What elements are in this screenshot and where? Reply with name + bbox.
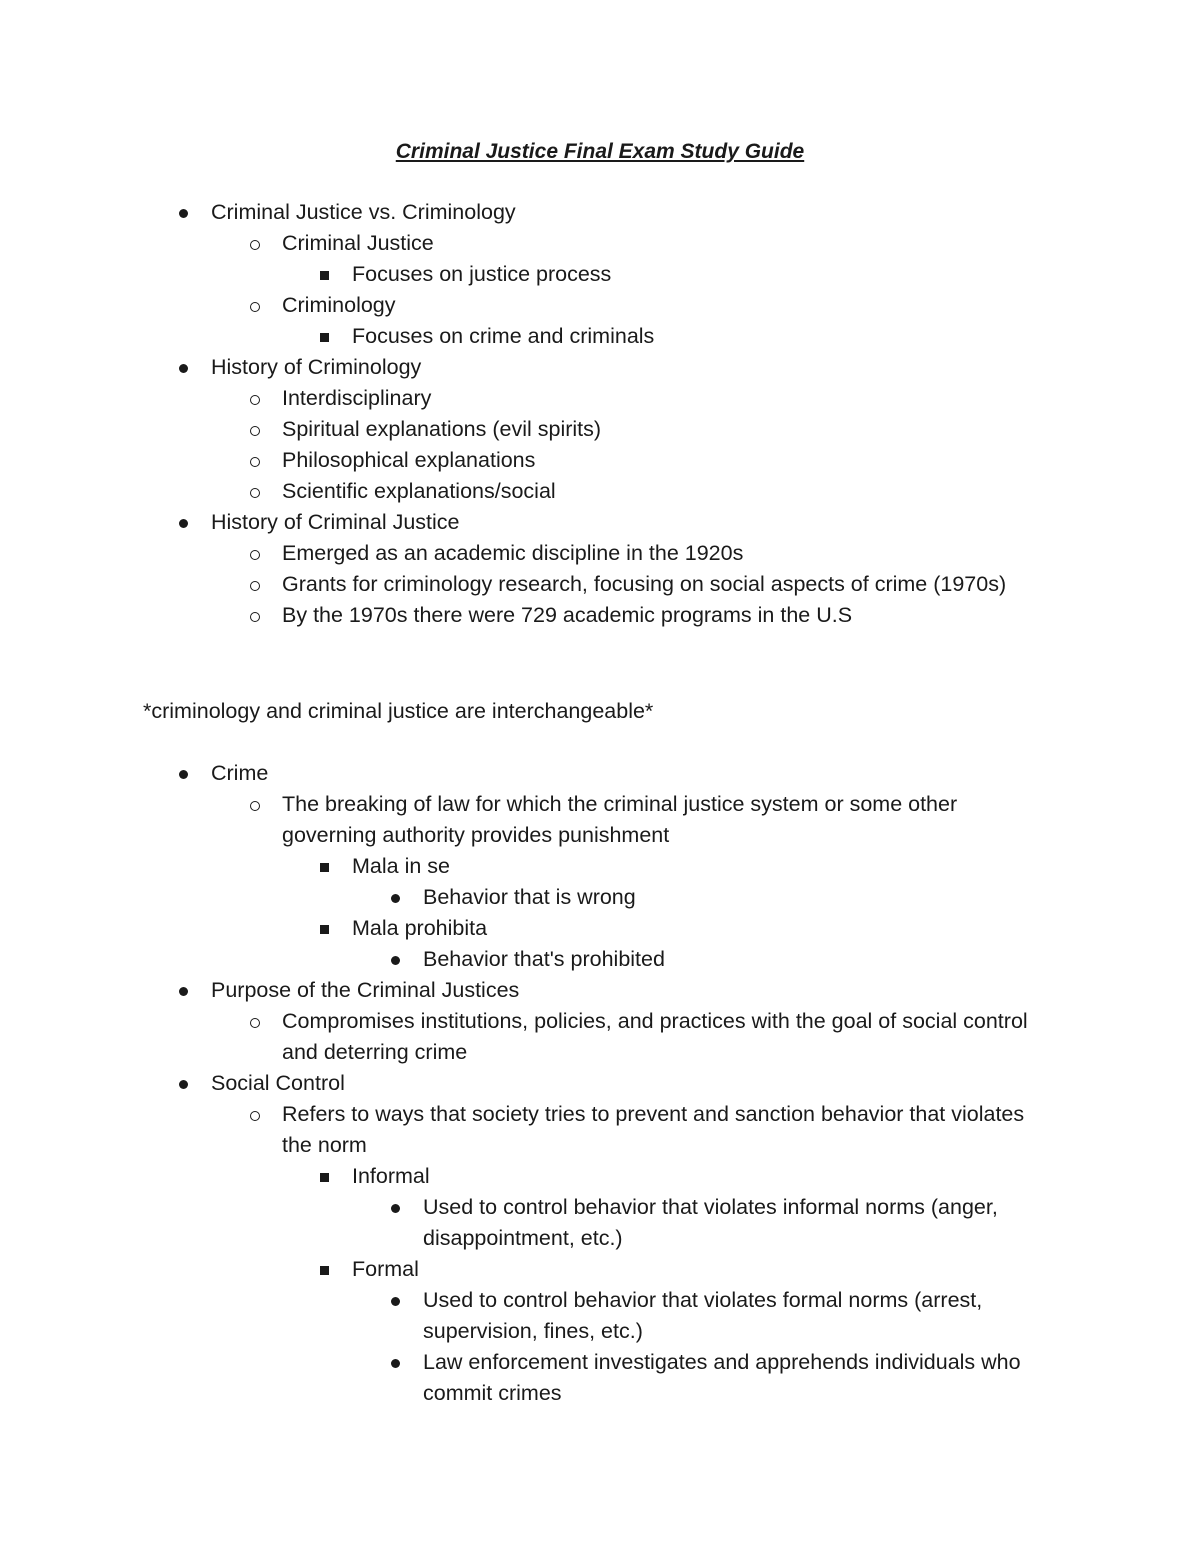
- bullet-square-icon: [320, 333, 329, 342]
- list-item-text: Used to control behavior that violates informal norms (anger, disappointment, etc.): [423, 1195, 998, 1250]
- list-item-text: Interdisciplinary: [282, 386, 432, 410]
- outline-section-1: [0, 197, 1200, 631]
- list-item-text: Crime: [211, 761, 269, 785]
- bullet-disc-icon: [391, 956, 400, 965]
- bullet-circle-icon: [250, 302, 260, 312]
- bullet-disc-icon: [179, 364, 188, 373]
- list-item: [0, 944, 1200, 975]
- list-item-text: Focuses on crime and criminals: [352, 324, 655, 348]
- list-item: [0, 758, 1200, 789]
- interchangeable-note: *criminology and criminal justice are interchangeable*: [143, 699, 654, 723]
- list-item: [0, 569, 1200, 600]
- bullet-circle-icon: [250, 550, 260, 560]
- list-item: [0, 290, 1200, 321]
- list-item-text: Behavior that's prohibited: [423, 947, 665, 971]
- bullet-square-icon: [320, 1266, 329, 1275]
- list-item: [0, 1347, 1200, 1409]
- list-item-text: The breaking of law for which the criminal justice system or some other governing authority provides punishment: [282, 792, 958, 847]
- page-title: Criminal Justice Final Exam Study Guide: [395, 140, 805, 163]
- bullet-disc-icon: [179, 209, 188, 218]
- list-item-text: Mala prohibita: [352, 916, 488, 940]
- list-item-text: Law enforcement investigates and apprehends individuals who commit crimes: [423, 1350, 1021, 1405]
- list-item: [0, 414, 1200, 445]
- list-item-text: Criminal Justice vs. Criminology: [211, 200, 516, 224]
- list-item-text: Purpose of the Criminal Justices: [211, 978, 520, 1002]
- bullet-disc-icon: [179, 519, 188, 528]
- bullet-circle-icon: [250, 801, 260, 811]
- list-item-text: Philosophical explanations: [282, 448, 536, 472]
- list-item-text: History of Criminal Justice: [211, 510, 460, 534]
- list-item: [0, 789, 1200, 851]
- bullet-disc-icon: [179, 987, 188, 996]
- bullet-square-icon: [320, 925, 329, 934]
- list-item-text: Scientific explanations/social: [282, 479, 556, 503]
- bullet-square-icon: [320, 1173, 329, 1182]
- bullet-square-icon: [320, 863, 329, 872]
- list-item-text: Formal: [352, 1257, 419, 1281]
- bullet-disc-icon: [179, 770, 188, 779]
- bullet-square-icon: [320, 271, 329, 280]
- list-item-text: Used to control behavior that violates formal norms (arrest, supervision, fines, etc.): [423, 1288, 983, 1343]
- bullet-circle-icon: [250, 1018, 260, 1028]
- list-item-text: Informal: [352, 1164, 430, 1188]
- list-item-text: Mala in se: [352, 854, 450, 878]
- bullet-disc-icon: [391, 1204, 400, 1213]
- bullet-circle-icon: [250, 426, 260, 436]
- list-item-text: Emerged as an academic discipline in the 1920s: [282, 541, 744, 565]
- list-item: [0, 352, 1200, 383]
- bullet-circle-icon: [250, 395, 260, 405]
- list-item-text: Refers to ways that society tries to prevent and sanction behavior that violates the norm: [282, 1102, 1025, 1157]
- list-item: [0, 975, 1200, 1006]
- bullet-disc-icon: [391, 894, 400, 903]
- list-item: [0, 1006, 1200, 1068]
- list-item-text: Focuses on justice process: [352, 262, 612, 286]
- bullet-circle-icon: [250, 240, 260, 250]
- list-item-text: Compromises institutions, policies, and practices with the goal of social control and deterring crime: [282, 1009, 1028, 1064]
- list-item: [0, 1192, 1200, 1254]
- list-item-text: Grants for criminology research, focusing on social aspects of crime (1970s): [282, 572, 1007, 596]
- bullet-circle-icon: [250, 581, 260, 591]
- list-item: [0, 383, 1200, 414]
- list-item: [0, 228, 1200, 259]
- list-item: [0, 259, 1200, 290]
- bullet-disc-icon: [391, 1359, 400, 1368]
- outline-section-2: [0, 758, 1200, 1409]
- list-item-text: Criminology: [282, 293, 396, 317]
- list-item: [0, 445, 1200, 476]
- list-item-text: History of Criminology: [211, 355, 422, 379]
- list-item: [0, 1068, 1200, 1099]
- list-item: [0, 1254, 1200, 1285]
- list-item: [0, 476, 1200, 507]
- bullet-circle-icon: [250, 457, 260, 467]
- list-item: [0, 197, 1200, 228]
- list-item: [0, 851, 1200, 882]
- bullet-circle-icon: [250, 1111, 260, 1121]
- list-item: [0, 600, 1200, 631]
- list-item: [0, 321, 1200, 352]
- list-item: [0, 1099, 1200, 1161]
- bullet-circle-icon: [250, 488, 260, 498]
- list-item: [0, 882, 1200, 913]
- list-item: [0, 1285, 1200, 1347]
- list-item: [0, 913, 1200, 944]
- bullet-disc-icon: [179, 1080, 188, 1089]
- list-item: [0, 507, 1200, 538]
- bullet-disc-icon: [391, 1297, 400, 1306]
- list-item: [0, 1161, 1200, 1192]
- list-item-text: By the 1970s there were 729 academic programs in the U.S: [282, 603, 853, 627]
- bullet-circle-icon: [250, 612, 260, 622]
- list-item-text: Behavior that is wrong: [423, 885, 636, 909]
- list-item-text: Spiritual explanations (evil spirits): [282, 417, 602, 441]
- list-item-text: Criminal Justice: [282, 231, 434, 255]
- list-item-text: Social Control: [211, 1071, 345, 1095]
- list-item: [0, 538, 1200, 569]
